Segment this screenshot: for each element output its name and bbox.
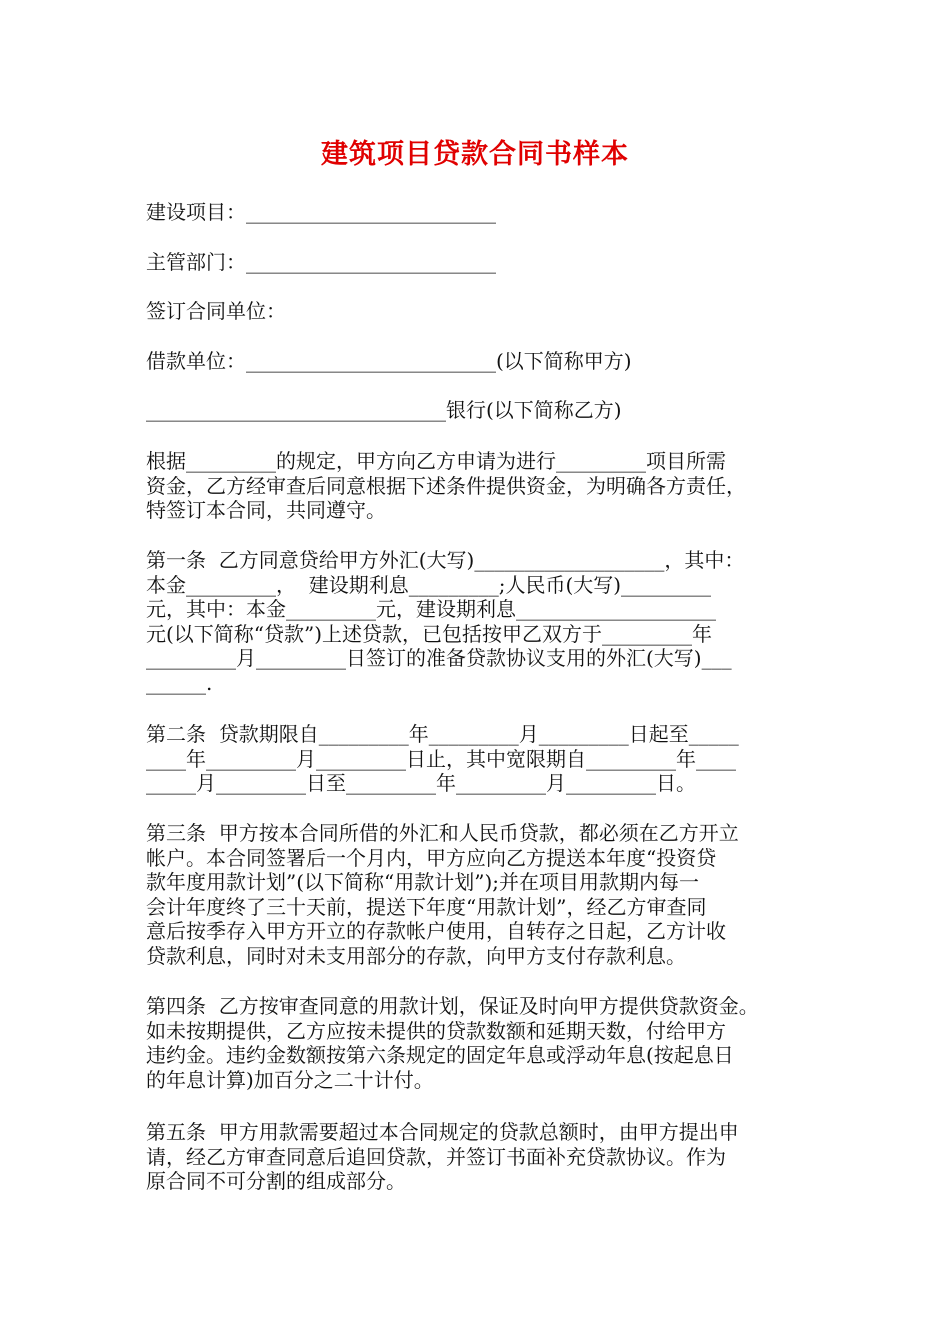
paragraph-line: 第一条 乙方同意贷给甲方外汇(大写)___________________，其中：: [146, 548, 745, 572]
article-1: [146, 548, 816, 695]
paragraph-line: 贷款利息，同时对未支用部分的存款，向甲方支付存款利息。: [146, 943, 686, 968]
paragraph-line: 特签订本合同，共同遵守。: [146, 498, 386, 522]
paragraph-line: 款年度用款计划”(以下简称“用款计划”);并在项目用款期内每一: [146, 870, 700, 894]
paragraph-line: ______.: [146, 670, 213, 695]
preamble-paragraph: [146, 449, 816, 523]
document-title: 建筑项目贷款合同书样本: [321, 139, 629, 170]
paragraph-line: 意后按季存入甲方开立的存款帐户使用，自转存之日起，乙方计收: [146, 919, 726, 943]
supervising-dept-line: 主管部门：_________________________: [146, 250, 496, 274]
article-5: [146, 1120, 816, 1194]
paragraph-line: 帐户。本合同签署后一个月内，甲方应向乙方提送本年度“投资贷: [146, 845, 717, 870]
paragraph-line: 会计年度终了三十天前，提送下年度“用款计划”，经乙方审查同: [146, 894, 707, 919]
article-2: [146, 722, 816, 796]
paragraph-line: _____月_________日至_________年_________月_________日。: [146, 771, 696, 795]
paragraph-line: 根据_________的规定，甲方向乙方申请为进行_________项目所需: [146, 449, 726, 473]
bank-line: ______________________________银行(以下简称乙方): [146, 398, 622, 422]
paragraph-line: 如未按期提供，乙方应按未提供的贷款数额和延期天数，付给甲方: [146, 1018, 726, 1043]
paragraph-line: 原合同不可分割的组成部分。: [146, 1169, 406, 1193]
paragraph-line: _________月_________日签订的准备贷款协议支用的外汇(大写)___: [146, 646, 732, 670]
paragraph-line: 违约金。违约金数额按第六条规定的固定年息或浮动年息(按起息日: [146, 1043, 734, 1067]
paragraph-line: 的年息计算)加百分之二十计付。: [146, 1067, 434, 1092]
paragraph-line: 第五条 甲方用款需要超过本合同规定的贷款总额时，由甲方提出申: [146, 1120, 739, 1144]
paragraph-line: 第四条 乙方按审查同意的用款计划，保证及时向甲方提供贷款资金。: [146, 994, 759, 1018]
paragraph-line: 元(以下简称“贷款”)上述贷款，已包括按甲乙双方于_________年: [146, 621, 713, 646]
paragraph-line: ____年_________月_________日止，其中宽限期自_________年____: [146, 746, 736, 771]
paragraph-line: 资金，乙方经审查后同意根据下述条件提供资金，为明确各方责任，: [146, 473, 746, 498]
article-3: [146, 821, 816, 968]
article-4: [146, 994, 816, 1092]
construction-project-line: 建设项目：_________________________: [146, 200, 496, 224]
paragraph-line: 第三条 甲方按本合同所借的外汇和人民币贷款，都必须在乙方开立: [146, 821, 739, 845]
paragraph-line: 元，其中：本金_________元，建设期利息____________________: [146, 597, 716, 621]
paragraph-line: 请，经乙方审查同意后追回贷款，并签订书面补充贷款协议。作为: [146, 1144, 726, 1169]
paragraph-line: 第二条 贷款期限自_________年_________月_________日起至_____: [146, 722, 739, 746]
paragraph-line: 本金_________， 建设期利息_________;人民币(大写)_________: [146, 572, 712, 597]
signing-units-line: 签订合同单位：: [146, 299, 286, 323]
borrower-line: 借款单位：_________________________(以下简称甲方): [146, 349, 632, 373]
